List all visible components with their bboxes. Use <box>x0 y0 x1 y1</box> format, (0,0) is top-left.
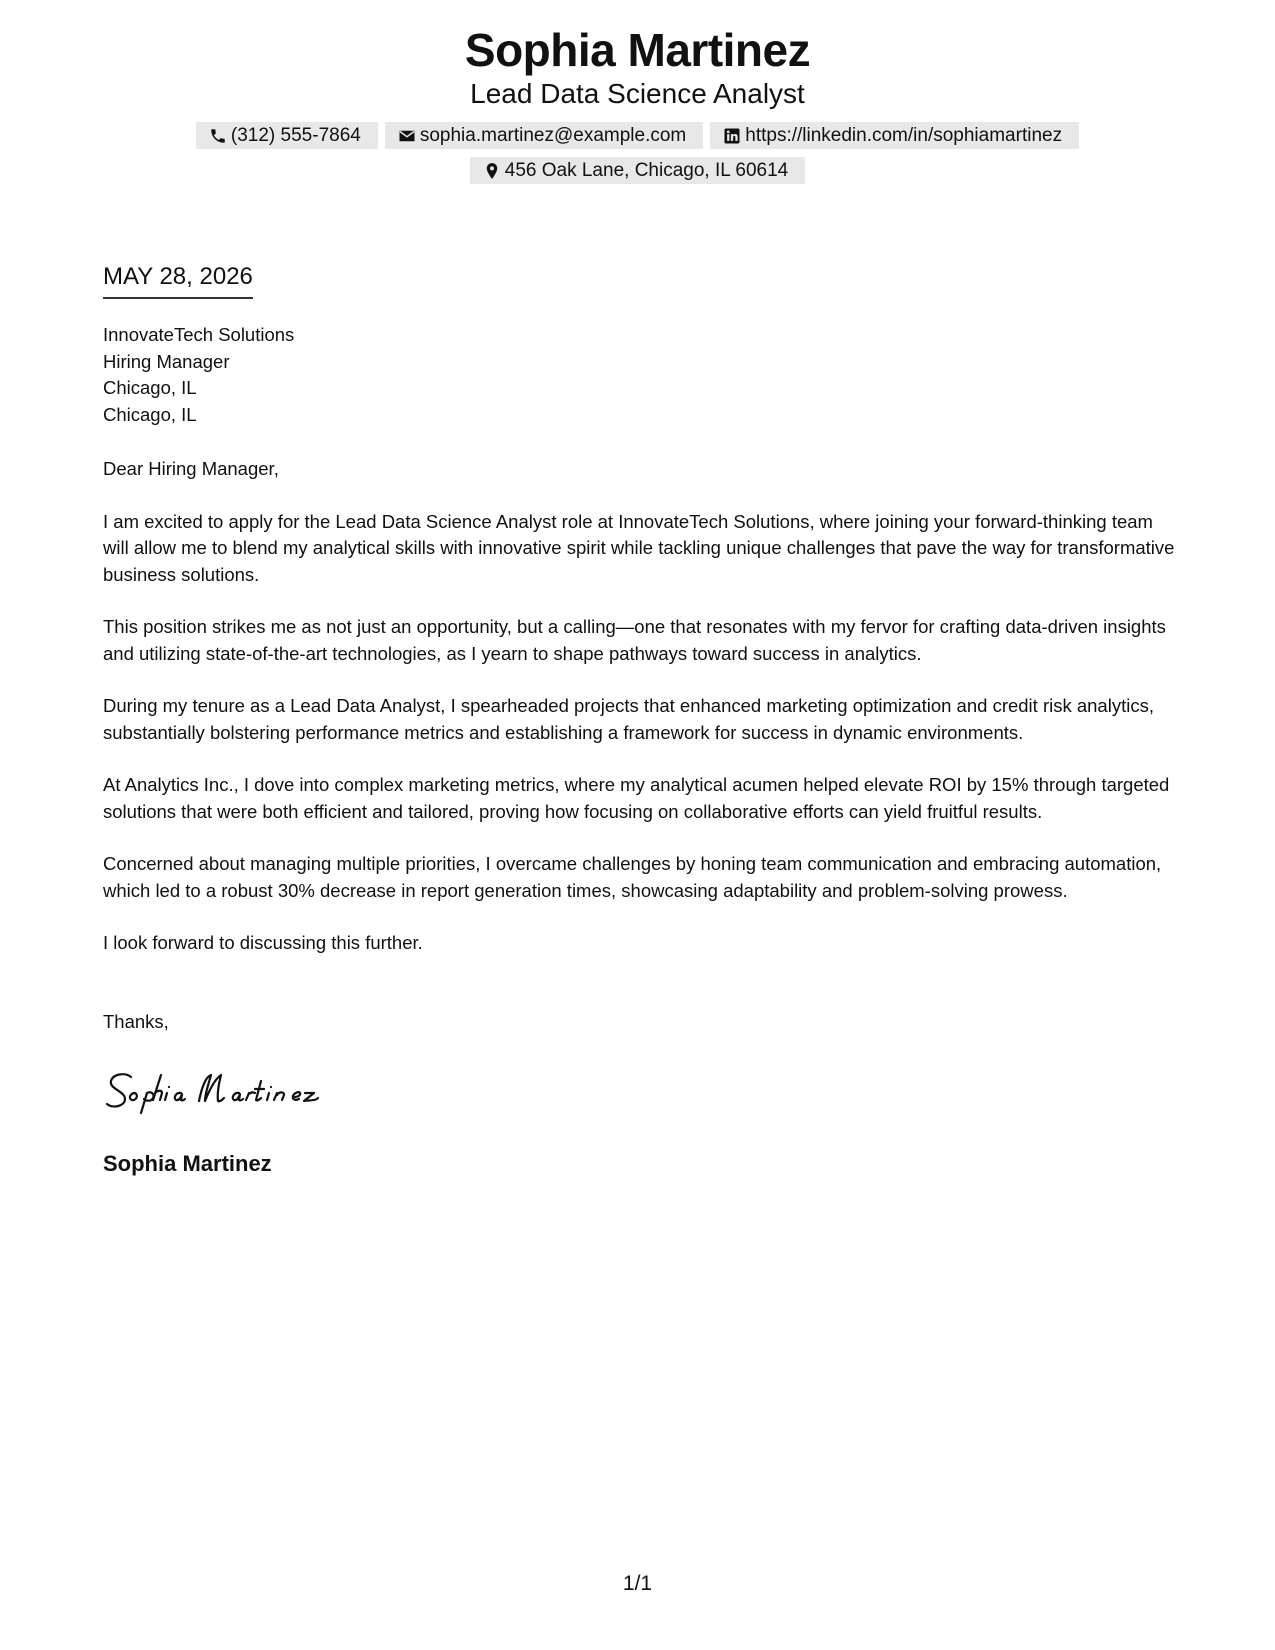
page-number: 1/1 <box>622 1572 653 1595</box>
recipient-role: Hiring Manager <box>103 350 230 372</box>
applicant-title: Lead Data Science Analyst <box>470 78 805 109</box>
phone-icon <box>209 127 227 145</box>
recipient-company: InnovateTech Solutions <box>103 324 295 345</box>
signer-name: Sophia Martinez <box>103 1151 272 1176</box>
letter-date: MAY 28, 2026 <box>103 261 253 299</box>
paragraph-closing-remark: I look forward to discussing this further. <box>103 932 423 953</box>
recipient-location: Chicago, IL <box>103 403 197 425</box>
greeting: Dear Hiring Manager, <box>103 458 279 479</box>
email-address: sophia.martinez@example.com <box>419 125 687 146</box>
letter-body <box>103 322 1183 1178</box>
applicant-name: Sophia Martinez <box>464 24 811 76</box>
contact-phone <box>196 122 378 149</box>
contact-address <box>470 157 805 184</box>
recipient-city: Chicago, IL <box>103 377 197 398</box>
letter-header <box>0 22 1275 184</box>
contact-linkedin <box>710 122 1079 149</box>
phone-number: (312) 555-7864 <box>230 125 361 146</box>
linkedin-icon <box>723 127 741 145</box>
recipient-block <box>103 322 1183 428</box>
envelope-icon <box>398 127 416 145</box>
linkedin-url: https://linkedin.com/in/sophiamartinez <box>745 125 1063 146</box>
letter-date-block <box>103 261 253 299</box>
map-pin-icon <box>483 162 501 180</box>
paragraph-5: Concerned about managing multiple priorities, I overcame challenges by honing team communication and embracing automation, which led to a robust 30% decrease in report generation times, showcasing adaptability and problem-solving prowess. <box>103 853 1162 901</box>
closing: Thanks, <box>103 1010 169 1032</box>
paragraph-2: This position strikes me as not just an opportunity, but a calling—one that resonates with my fervor for crafting data-driven insights and utilizing state-of-the-art technologies, as I yearn to shape pathways toward success in analytics. <box>103 616 1166 664</box>
paragraph-4: At Analytics Inc., I dove into complex marketing metrics, where my analytical acumen helped elevate ROI by 15% through targeted solutions that were both efficient and tailored, proving how focusing on collaborative efforts can yield fruitful results. <box>103 774 1170 822</box>
signature-image <box>103 1063 373 1119</box>
contact-email <box>385 122 703 149</box>
paragraph-3: During my tenure as a Lead Data Analyst, I spearheaded projects that enhanced marketing optimization and credit risk analytics, substantially bolstering performance metrics and establishing a framework for success in dynamic environments. <box>103 695 1154 743</box>
address-text: 456 Oak Lane, Chicago, IL 60614 <box>504 160 789 181</box>
paragraph-1: I am excited to apply for the Lead Data Science Analyst role at InnovateTech Solutions, where joining your forward-thinking team will allow me to blend my analytical skills with innovative spirit while tackling unique challenges that pave the way for transformative business solutions. <box>103 510 1175 585</box>
contact-bar <box>188 122 1088 184</box>
